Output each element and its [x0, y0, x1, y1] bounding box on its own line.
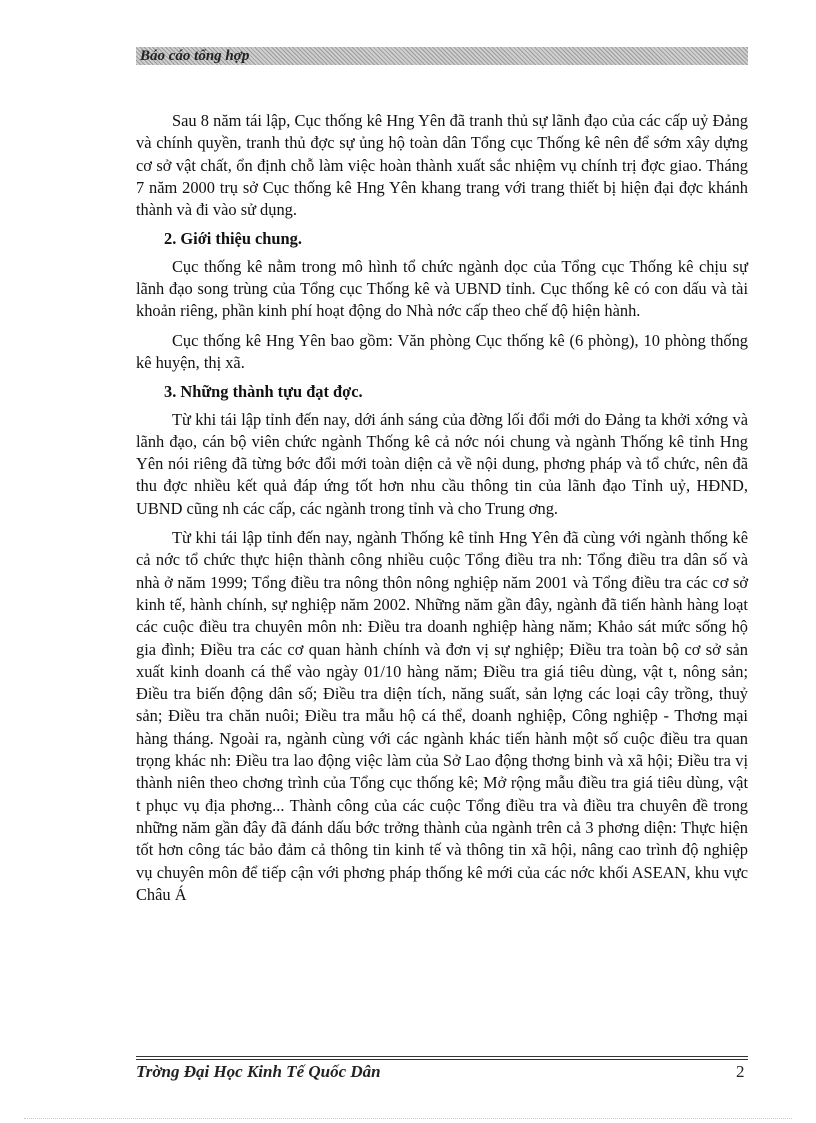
footer-rule-bottom — [136, 1059, 748, 1060]
footer-rule-top — [136, 1056, 748, 1057]
paragraph-surveys: Từ khi tái lập tỉnh đến nay, ngành Thống kê tỉnh Hng Yên đã cùng với ngành thống kê cả nớc tổ chức thực hiện thành công nhiều cuộc Tổng điều tra nh: Tổng điều tra dân số và nhà ở năm 1999; Tổng điều tra nông thôn nông nghiệp năm 2001 và Tổng điều tra các cơ sở kinh tế, hành chính, sự nghiệp năm 2002. Những năm gần đây, ngành đã tiến hành hàng loạt các cuộc điều tra chuyên môn nh: Điều tra doanh nghiệp hàng năm; Khảo sát mức sống hộ gia đình; Điều tra các cơ quan hành chính và đơn vị sự nghiệp; Điều tra toàn bộ cơ sở sản xuất kinh doanh cá thể vào ngày 01/10 hàng năm; Điều tra giá tiêu dùng, vật t, nông sản; Điều tra biến động dân số; Điều tra diện tích, năng suất, sản lợng các loại cây trồng, thuỷ sản; Điều tra chăn nuôi; Điều tra mẫu hộ cá thể, doanh nghiệp, Công nghiệp - Thơng mại hàng tháng. Ngoài ra, ngành cùng với các ngành khác tiến hành một số cuộc điều tra quan trọng khác nh: Điều tra lao động việc làm của Sở Lao động thơng binh và xã hội; Điều tra vị thành niên theo chơng trình của Tổng cục thống kê; Mở rộng mẫu điều tra giá tiêu dùng, vật t phục vụ địa phơng... Thành công của các cuộc Tổng điều tra và điều tra chuyên đề trong những năm gần đây đã đánh dấu bớc trởng thành của ngành trên cả 3 phơng diện: Thực hiện tốt hơn công tác bảo đảm cả thông tin kinh tế và thông tin xã hội, nâng cao trình độ nghiệp vụ chuyên môn để tiếp cận với phơng pháp thống kê mới của các nớc khối ASEAN, khu vực Châu Á — [136, 528, 748, 904]
document-body — [136, 110, 748, 913]
paragraph-intro: Sau 8 năm tái lập, Cục thống kê Hng Yên đã tranh thủ sự lãnh đạo của các cấp uỷ Đảng và chính quyền, tranh thủ đợc sự ủng hộ toàn dân Tổng cục Thống kê nên để sớm xây dựng cơ sở vật chất, ổn định chỗ làm việc hoàn thành xuất sắc nhiệm vụ chính trị đợc giao. Tháng 7 năm 2000 trụ sở Cục thống kê Hng Yên khang trang với trang thiết bị hiện đại đợc khánh thành và đi vào sử dụng. — [136, 111, 748, 220]
paragraph-achievements: Từ khi tái lập tỉnh đến nay, dới ánh sáng của đờng lối đổi mới do Đảng ta khởi xớng và lãnh đạo, cán bộ viên chức ngành Thống kê cả nớc nói chung và ngành Thống kê tỉnh Hng Yên nói riêng đã từng bớc đổi mới toàn diện cả về nội dung, phơng pháp và tổ chức, nên đã thu đợc nhiều kết quả đáp ứng tốt hơn nhu cầu thông tin của lãnh đạo Tỉnh uỷ, HĐND, UBND cũng nh các cấp, các ngành trong tỉnh và cho Trung ơng. — [136, 409, 748, 518]
page-edge-divider — [24, 1118, 792, 1119]
page-number: 2 — [736, 1062, 745, 1081]
paragraph-overview: Cục thống kê nằm trong mô hình tổ chức ngành dọc của Tổng cục Thống kê chịu sự lãnh đạo song trùng của Tổng cục Thống kê và UBND tỉnh. Cục thống kê có con dấu và tài khoản riêng, phần kinh phí hoạt động do Nhà nớc cấp theo chế độ hiện hành. — [136, 256, 748, 321]
section-heading-2: 2. Giới thiệu chung. — [164, 229, 302, 249]
paragraph-structure: Cục thống kê Hng Yên bao gồm: Văn phòng Cục thống kê (6 phòng), 10 phòng thống kê huyện, thị xã. — [136, 330, 748, 372]
header-title: Báo cáo tổng hợp — [140, 48, 250, 64]
page-header — [136, 47, 748, 65]
section-heading-3: 3. Những thành tựu đạt đợc. — [164, 382, 363, 402]
footer-school-name: Trờng Đại Học Kinh Tế Quốc Dân — [136, 1062, 381, 1081]
